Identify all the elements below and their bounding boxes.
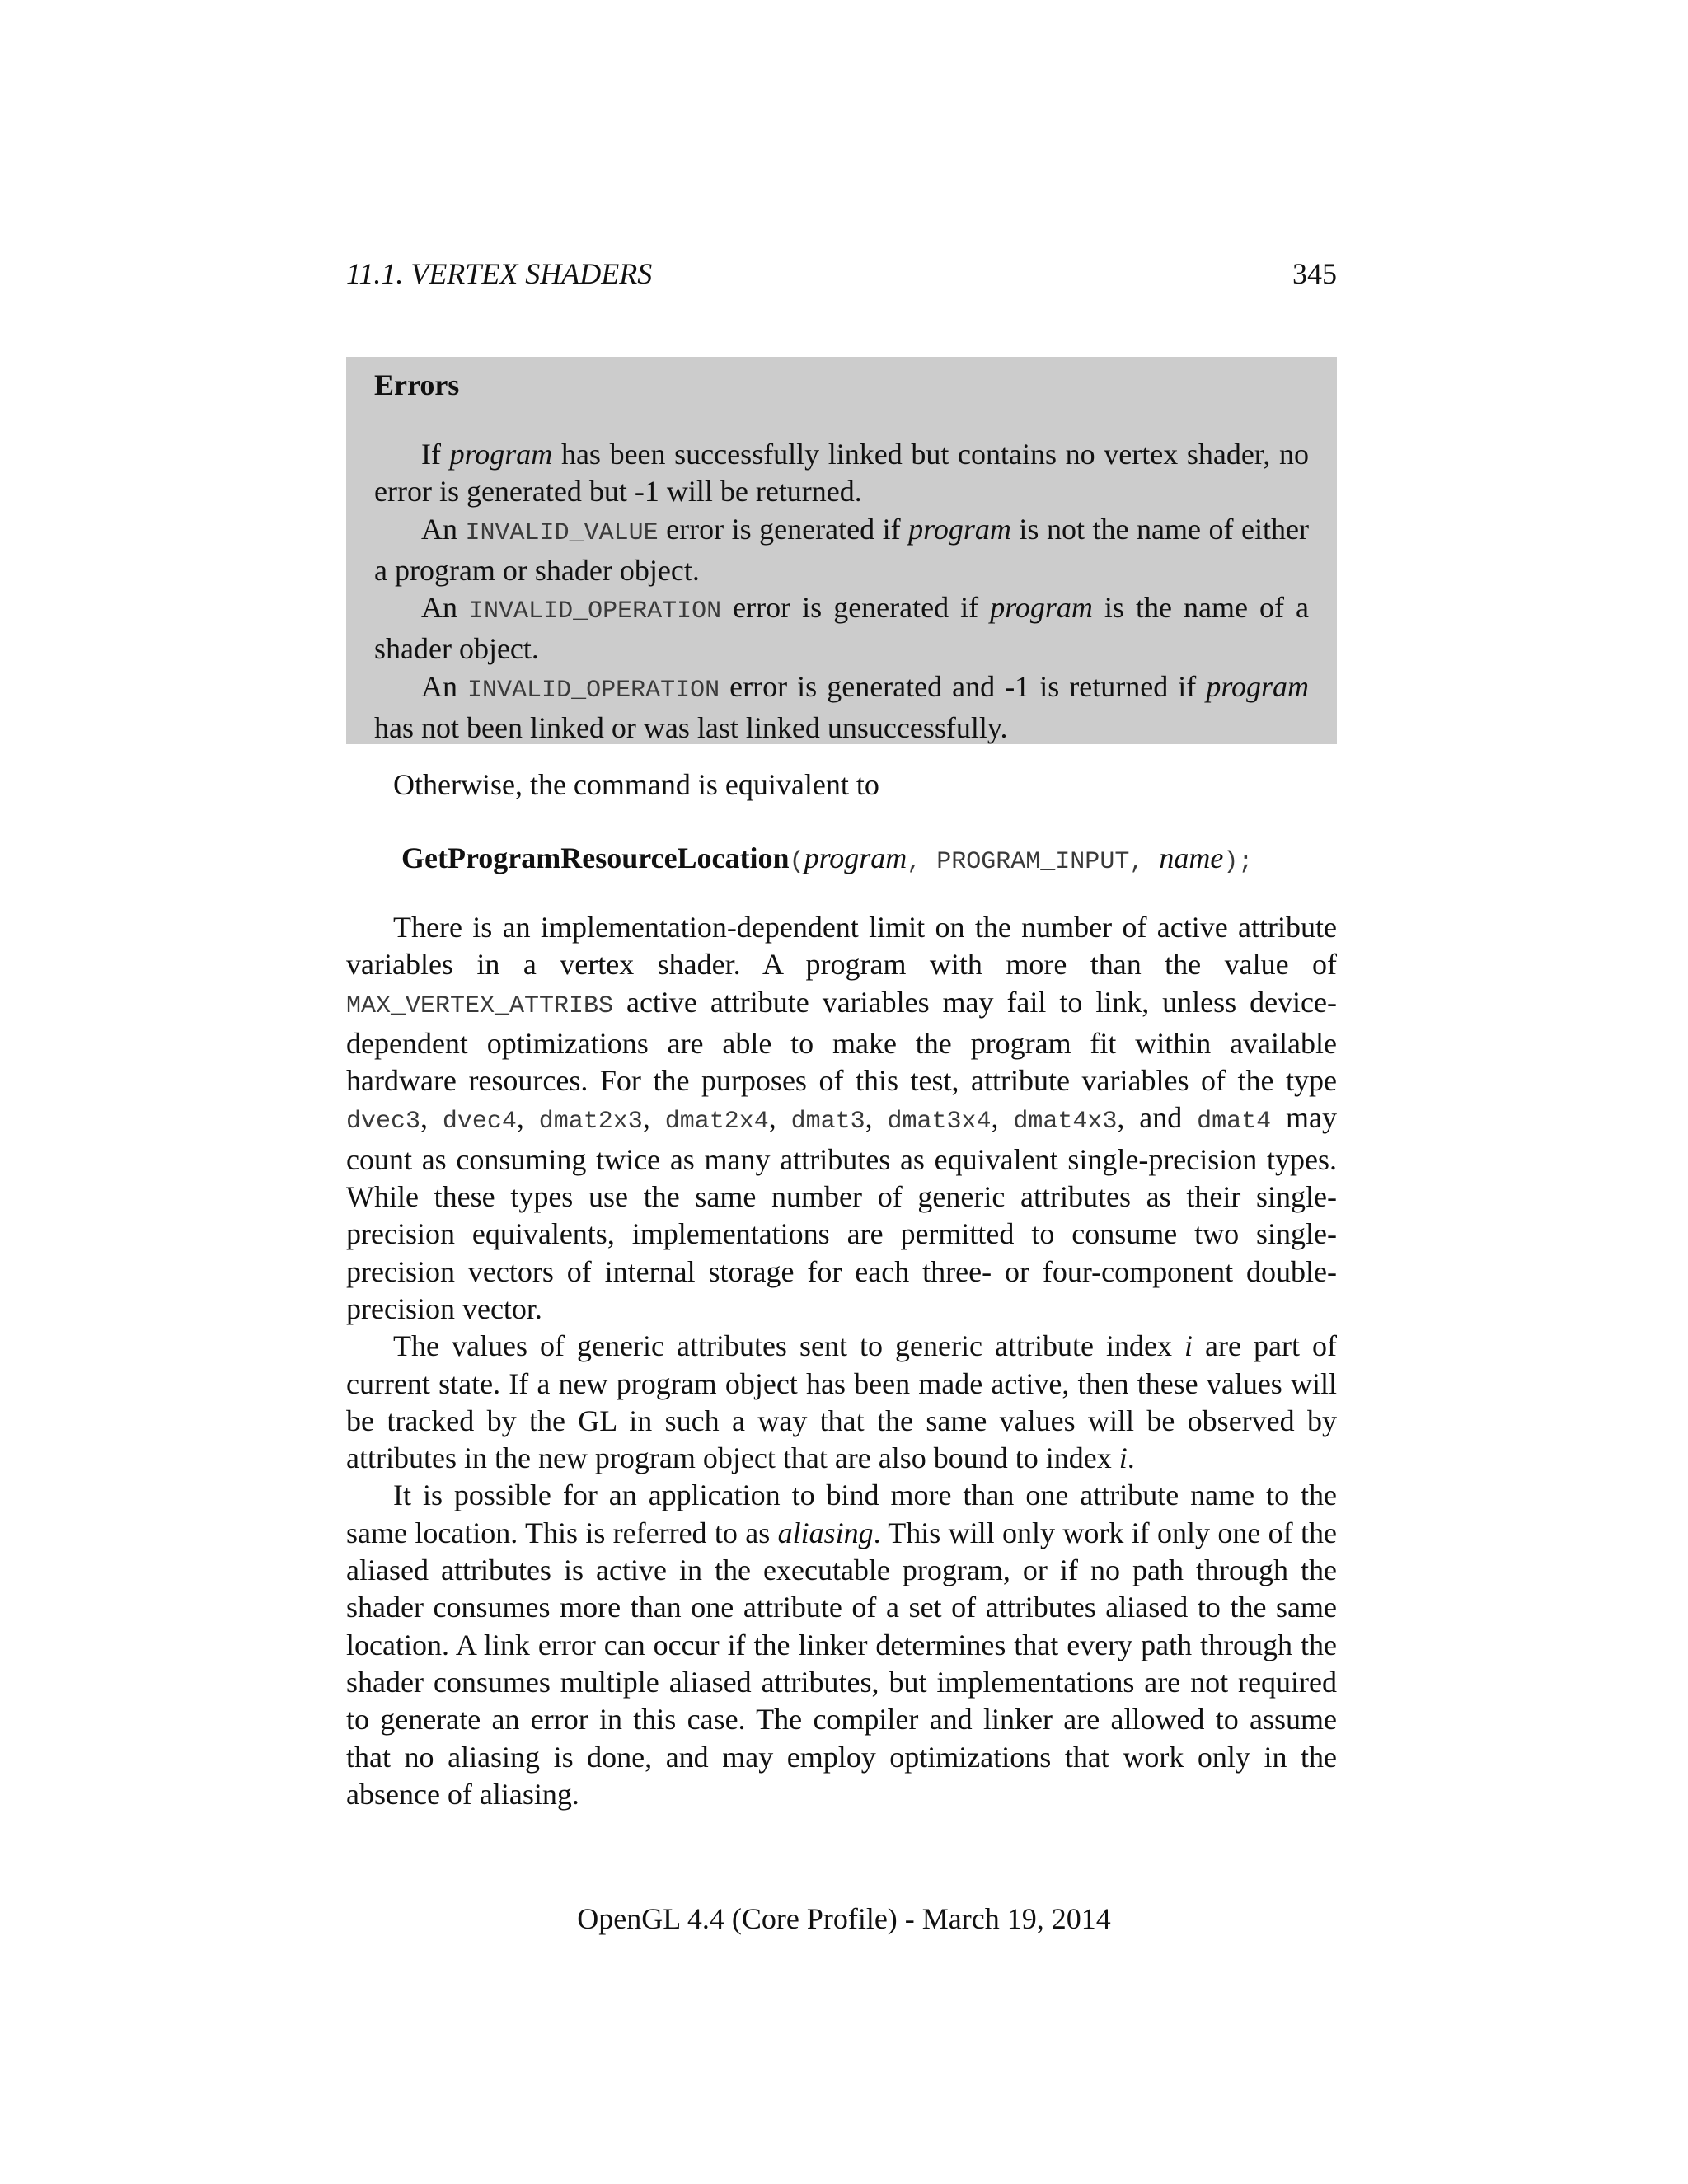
text: may count as consuming twice as many attributes as equivalent single-precision types. While these types use the same number of generic attributes as their single-precision equivalents, implementations are permitted to consume two single-precision vectors of internal storage for each three- or four-component double-precision vector. xyxy=(346,1101,1338,1325)
text: , xyxy=(516,1101,539,1135)
error-code: INVALID_VALUE xyxy=(465,518,659,547)
text: , xyxy=(991,1101,1014,1135)
paren-open: ( xyxy=(789,848,804,876)
errors-paragraph-1 xyxy=(374,436,1309,511)
errors-box xyxy=(346,357,1337,744)
text: is not the name of either a program or shader object. xyxy=(374,512,1310,587)
page-number: 345 xyxy=(1292,257,1337,290)
paren-close: ); xyxy=(1223,848,1254,876)
text: The values of generic attributes sent to generic attribute index xyxy=(393,1329,1184,1363)
error-code: INVALID_OPERATION xyxy=(467,676,720,705)
otherwise-line: Otherwise, the command is equivalent to xyxy=(393,768,879,801)
text: has been successfully linked but contains no vertex shader, no error is generated but -1 will be returned. xyxy=(374,438,1309,509)
error-code: INVALID_OPERATION xyxy=(469,598,722,626)
paragraph-limits xyxy=(346,909,1337,1328)
body-text xyxy=(346,909,1337,1813)
param-program: program xyxy=(908,512,1011,546)
text: error is generated if xyxy=(658,512,909,546)
text: error is generated if xyxy=(721,591,991,625)
param-program: program xyxy=(1206,669,1309,703)
arg-program-input: PROGRAM_INPUT xyxy=(936,848,1130,876)
param-program: program xyxy=(990,591,1093,625)
text: If xyxy=(421,438,450,471)
text: , xyxy=(768,1101,791,1135)
arg-program: program xyxy=(804,841,907,874)
index-variable: i xyxy=(1184,1329,1193,1363)
text: error is generated and -1 is returned if xyxy=(720,669,1207,703)
type-name: dmat2x4 xyxy=(664,1108,769,1137)
text: , xyxy=(642,1101,665,1135)
type-name: dmat3x4 xyxy=(887,1108,992,1137)
constant-max-vertex-attribs: MAX_VERTEX_ATTRIBS xyxy=(346,991,614,1020)
paragraph-generic-attributes xyxy=(346,1328,1337,1477)
text: An xyxy=(421,591,470,625)
section-title: 11.1. VERTEX SHADERS xyxy=(346,257,653,290)
text: are part of current state. If a new program object has been made active, then these values will be tracked by the GL in such a way that the same values will be observed by attributes in the new program object that are also bound to index xyxy=(346,1329,1337,1475)
type-name: dmat2x3 xyxy=(538,1108,643,1137)
type-name: dvec4 xyxy=(442,1108,517,1137)
errors-title: Errors xyxy=(374,368,460,401)
text: . xyxy=(1127,1441,1135,1475)
text: An xyxy=(421,512,466,546)
running-header xyxy=(346,255,1337,292)
type-name: dmat4 xyxy=(1197,1108,1272,1137)
command-signature xyxy=(401,839,1253,881)
text: , xyxy=(420,1101,443,1135)
index-variable: i xyxy=(1118,1441,1128,1475)
errors-paragraph-3 xyxy=(374,589,1309,668)
text: . This will only work if only one of the aliased attributes is active in the executable program, or if no path through the shader consumes more than one attribute of a set of attributes aliased to the same location. A link error can occur if the linker determines that every path through the shader consumes multiple aliased attributes, but implementations are not required to generate an error in this case. The compiler and linker are allowed to assume that no aliasing is done, and may employ optimizations that work only in the absence of aliasing. xyxy=(346,1516,1337,1811)
text: , and xyxy=(1117,1101,1198,1135)
paragraph-aliasing xyxy=(346,1477,1337,1813)
command-name: GetProgramResourceLocation xyxy=(401,841,790,874)
errors-paragraph-4 xyxy=(374,668,1309,748)
text: There is an implementation-dependent limit on the number of active attribute variables in a vertex shader. A program with more than the value of xyxy=(346,911,1337,982)
term-aliasing: aliasing xyxy=(777,1516,874,1549)
page-footer: OpenGL 4.4 (Core Profile) - March 19, 2014 xyxy=(577,1902,1111,1935)
param-program: program xyxy=(449,438,553,471)
separator: , xyxy=(907,848,937,876)
type-name: dmat4x3 xyxy=(1013,1108,1118,1137)
errors-paragraph-2 xyxy=(374,511,1309,590)
arg-name: name xyxy=(1159,841,1224,874)
text: It is possible for an application to bind more than one attribute name to the same location. This is referred to as xyxy=(346,1479,1337,1549)
text: An xyxy=(421,669,468,703)
type-name: dmat3 xyxy=(790,1108,865,1137)
text: active attribute variables may fail to link, unless device-dependent optimizations are able to make the program fit within available hardware resources. For the purposes of this test, attribute variables of the type xyxy=(346,985,1337,1098)
text: is the name of a shader object. xyxy=(374,591,1310,666)
separator: , xyxy=(1129,848,1160,876)
text: has not been linked or was last linked unsuccessfully. xyxy=(374,711,1008,745)
type-name: dvec3 xyxy=(346,1108,421,1137)
text: , xyxy=(865,1101,888,1135)
